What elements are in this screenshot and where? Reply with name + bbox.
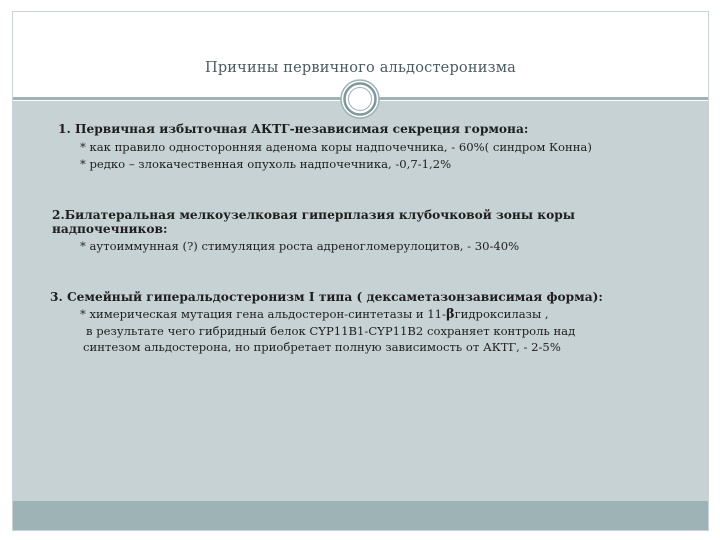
item-3-detail-1-text: * химерическая мутация гена альдостерон-синтетазы и 11- — [80, 307, 446, 321]
bottom-accent-bar — [13, 501, 708, 530]
item-2-detail-1: * аутоиммунная (?) стимуляция роста адреногломерулоцитов, - 30-40% — [80, 239, 520, 253]
item-3-detail-3: синтезом альдостерона, но приобретает полную зависимость от АКТГ, - 2-5% — [83, 340, 561, 354]
item-3-heading: 3. Семейный гиперальдостеронизм I типа ( дексаметазонзависимая форма): — [50, 290, 603, 304]
item-2-heading-line-1: 2.Билатеральная мелкоузелковая гиперплазия клубочковой зоны коры — [52, 208, 575, 222]
item-1-detail-2: * редко – злокачественная опухоль надпочечника, -0,7-1,2% — [80, 157, 452, 171]
item-3-detail-1 — [80, 307, 549, 322]
item-3-detail-2: в результате чего гибридный белок CYP11B1-CYP11B2 сохраняет контроль над — [86, 324, 576, 338]
beta-symbol: β — [445, 307, 455, 322]
item-3-detail-1-end: гидроксилазы , — [454, 307, 549, 321]
item-2-heading-line-2: надпочечников: — [52, 222, 168, 236]
double-circle-ornament-icon — [340, 79, 380, 119]
item-1-heading: 1. Первичная избыточная АКТГ-независимая секреция гормона: — [58, 122, 529, 136]
slide-title: Причины первичного альдостеронизма — [204, 60, 517, 76]
item-1-detail-1: * как правило односторонняя аденома коры надпочечника, - 60%( синдром Конна) — [80, 140, 592, 154]
